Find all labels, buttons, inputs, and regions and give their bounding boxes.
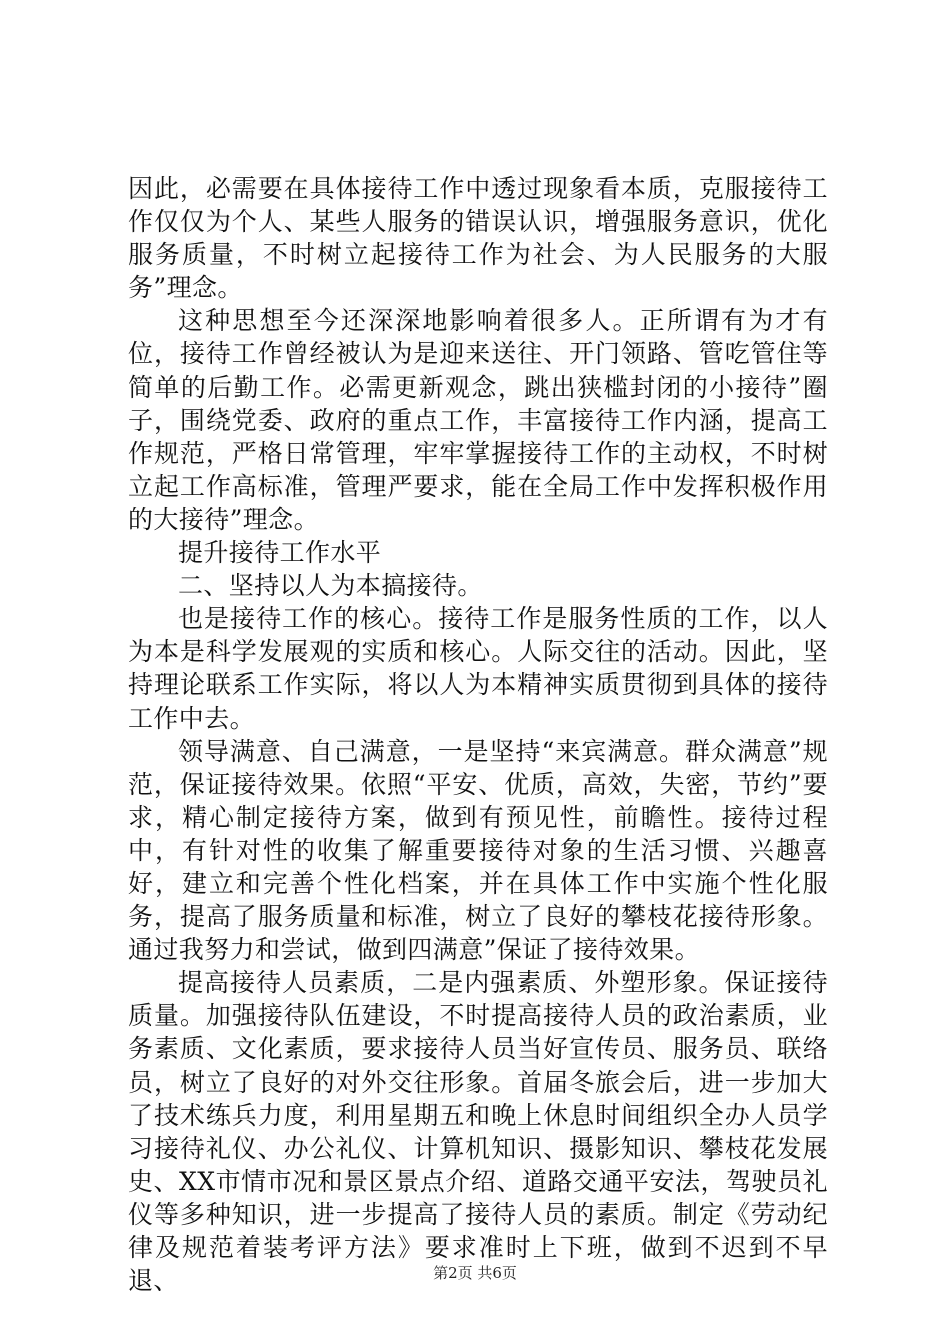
paragraph-2: 这种思想至今还深深地影响着很多人。正所谓有为才有位，接待工作曾经被认为是迎来送往、开门领路、管吃管住等简单的后勤工作。必需更新观念，跳出狭槛封闭的小接待”圈子，围绕党委、政府的重点工作，丰富接待工作内涵，提高工作规范，严格日常管理，牢牢掌握接待工作的主动权，不时树立起工作高标准，管理严要求，能在全局工作中发挥积极作用的大接待”理念。 (128, 306, 828, 534)
paragraph-5: 提高接待人员素质，二是内强素质、外塑形象。保证接待质量。加强接待队伍建设，不时提高接待人员的政治素质，业务素质、文化素质，要求接待人员当好宣传员、服务员、联络员，树立了良好的对外交往形象。首届冬旅会后，进一步加大了技术练兵力度，利用星期五和晚上休息时间组织全办人员学习接待礼仪、办公礼仪、计算机知识、摄影知识、攀枝花发展史、XX市情市况和景区景点介绍、道路交通平安法，驾驶员礼仪等多种知识，进一步提高了接待人员的素质。制定《劳动纪律及规范着装考评方法》要求准时上下班，做到不迟到不早退、 (128, 968, 828, 1296)
page-number-footer: 第2页 共6页 (433, 1264, 517, 1282)
paragraph-1: 因此，必需要在具体接待工作中透过现象看本质，克服接待工作仅仅为个人、某些人服务的错误认识，增强服务意识，优化服务质量，不时树立起接待工作为社会、为人民服务的大服务”理念。 (128, 174, 828, 303)
paragraph-4: 领导满意、自己满意，一是坚持“来宾满意。群众满意”规范，保证接待效果。依照“平安、优质，高效，失密，节约”要求，精心制定接待方案，做到有预见性，前瞻性。接待过程中，有针对性的收集了解重要接待对象的生活习惯、兴趣喜好，建立和完善个性化档案，并在具体工作中实施个性化服务，提高了服务质量和标准，树立了良好的攀枝花接待形象。通过我努力和尝试，做到四满意”保证了接待效果。 (128, 736, 828, 965)
paragraph-3: 也是接待工作的核心。接待工作是服务性质的工作，以人为本是科学发展观的实质和核心。人际交往的活动。因此，坚持理论联系工作实际，将以人为本精神实质贯彻到具体的接待工作中去。 (128, 604, 828, 733)
document-body (128, 172, 828, 1297)
section-heading-people-oriented: 二、坚持以人为本搞接待。 (178, 571, 483, 601)
section-heading-improve-level: 提升接待工作水平 (178, 538, 382, 568)
